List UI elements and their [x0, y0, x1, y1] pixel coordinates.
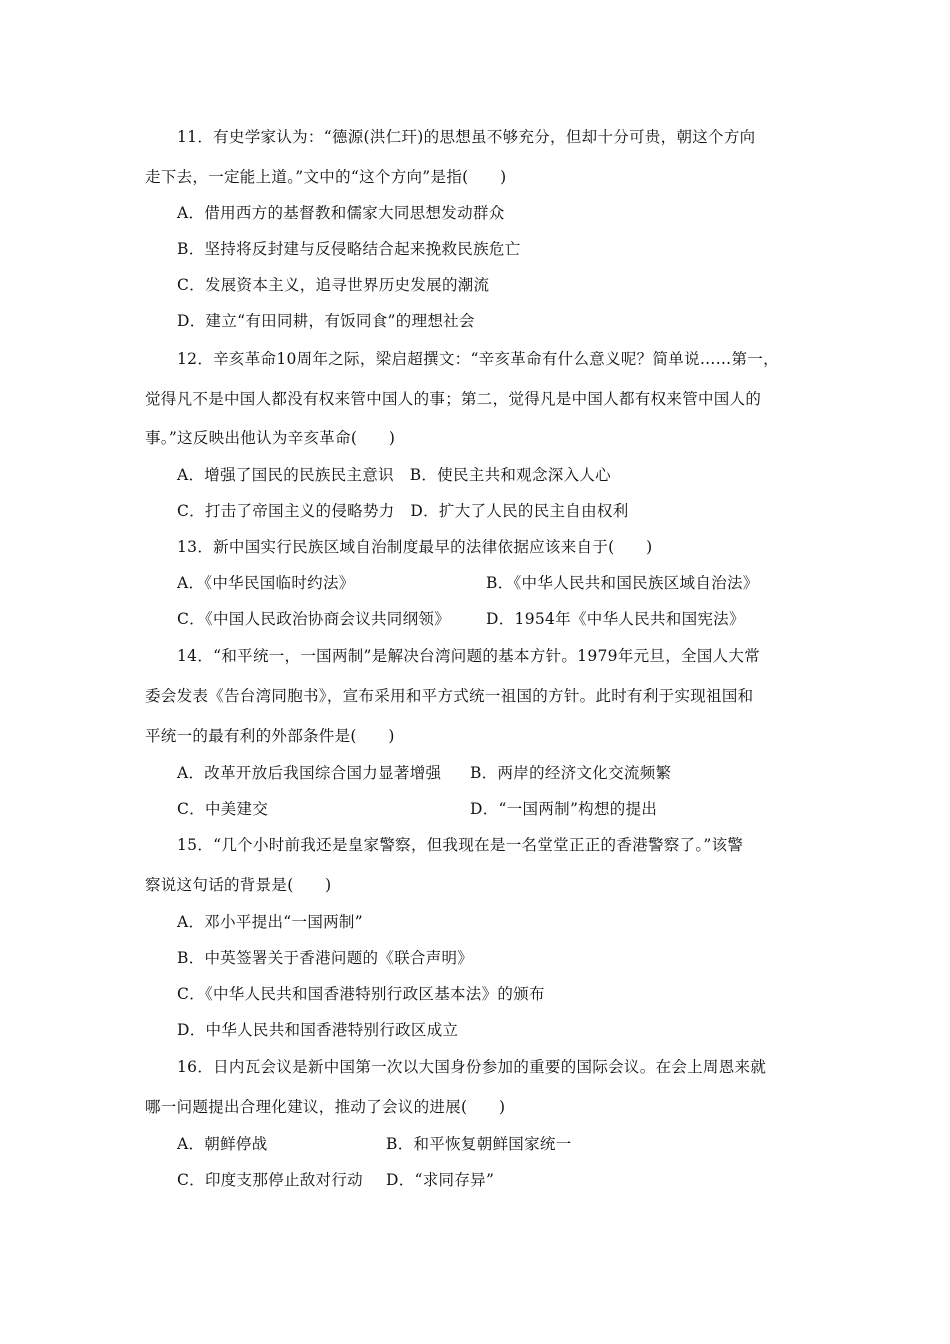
- q13-option-b: B．《中华人民共和国民族区域自治法》: [486, 574, 759, 592]
- q14-option-c: C．中美建交: [177, 800, 269, 818]
- q12-stem-line-2: 觉得凡不是中国人都没有权来管中国人的事；第二，觉得凡是中国人都有权来管中国人的: [145, 390, 762, 408]
- q16-stem-line-2: 哪一问题提出合理化建议，推动了会议的进展( ): [145, 1098, 506, 1116]
- q14-stem-line-3: 平统一的最有利的外部条件是( ): [145, 727, 395, 745]
- q16-option-b: B．和平恢复朝鲜国家统一: [386, 1135, 572, 1153]
- q12-options-ab: A．增强了国民的民族民主意识 B．使民主共和观念深入人心: [177, 466, 611, 484]
- q12-options-cd: C．打击了帝国主义的侵略势力 D．扩大了人民的民主自由权利: [177, 502, 629, 520]
- q15-option-c: C．《中华人民共和国香港特别行政区基本法》的颁布: [177, 985, 545, 1003]
- q13-option-a: A．《中华民国临时约法》: [177, 574, 355, 592]
- q11-stem-line-2: 走下去，一定能上道。”文中的“这个方向”是指( ): [145, 168, 507, 186]
- q15-option-a: A．邓小平提出“一国两制”: [177, 913, 363, 931]
- q16-stem-line-1: 16．日内瓦会议是新中国第一次以大国身份参加的重要的国际会议。在会上周恩来就: [177, 1058, 767, 1076]
- q14-option-d: D．“一国两制”构想的提出: [470, 800, 658, 818]
- q11-option-c: C．发展资本主义，追寻世界历史发展的潮流: [177, 276, 490, 294]
- q15-stem-line-1: 15．“几个小时前我还是皇家警察，但我现在是一名堂堂正正的香港警察了。”该警: [177, 836, 744, 854]
- q13-stem-line-1: 13．新中国实行民族区域自治制度最早的法律依据应该来自于( ): [177, 538, 653, 556]
- q15-stem-line-2: 察说这句话的背景是( ): [145, 876, 332, 894]
- q13-option-c: C．《中国人民政治协商会议共同纲领》: [177, 610, 451, 628]
- q11-stem-line-1: 11．有史学家认为：“德源(洪仁玕)的思想虽不够充分，但却十分可贵，朝这个方向: [177, 128, 756, 146]
- q14-stem-line-2: 委会发表《告台湾同胞书》，宣布采用和平方式统一祖国的方针。此时有利于实现祖国和: [145, 687, 754, 705]
- q15-option-d: D．中华人民共和国香港特别行政区成立: [177, 1021, 459, 1039]
- q11-option-a: A．借用西方的基督教和儒家大同思想发动群众: [177, 204, 505, 222]
- q16-option-a: A．朝鲜停战: [177, 1135, 268, 1153]
- q11-option-b: B．坚持将反封建与反侵略结合起来挽救民族危亡: [177, 240, 521, 258]
- q12-stem-line-3: 事。”这反映出他认为辛亥革命( ): [145, 429, 396, 447]
- q16-option-d: D．“求同存异”: [386, 1171, 495, 1189]
- q12-stem-line-1: 12．辛亥革命10周年之际，梁启超撰文：“辛亥革命有什么意义呢？简单说……第一，: [177, 350, 779, 368]
- q14-stem-line-1: 14．“和平统一，一国两制”是解决台湾问题的基本方针。1979年元旦，全国人大常: [177, 647, 761, 665]
- q15-option-b: B．中英签署关于香港问题的《联合声明》: [177, 949, 474, 967]
- q16-option-c: C．印度支那停止敌对行动: [177, 1171, 363, 1189]
- q13-option-d: D．1954年《中华人民共和国宪法》: [486, 610, 745, 628]
- q11-option-d: D．建立“有田同耕，有饭同食”的理想社会: [177, 312, 475, 330]
- q14-option-a: A．改革开放后我国综合国力显著增强: [177, 764, 442, 782]
- q14-option-b: B．两岸的经济文化交流频繁: [470, 764, 672, 782]
